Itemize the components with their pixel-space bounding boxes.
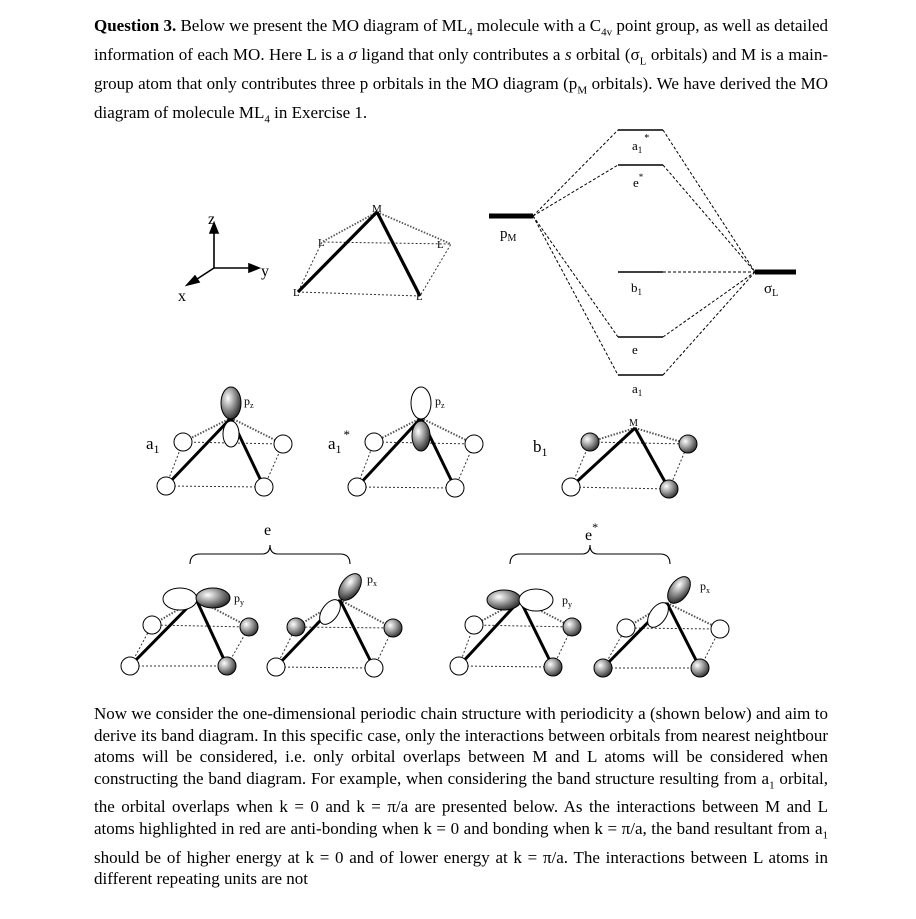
px-label: $p_x$	[367, 572, 377, 588]
py-label: $p_y$	[562, 593, 572, 609]
pM-label: $p_M$	[500, 226, 517, 244]
subscript: 1	[769, 778, 775, 791]
subscript: 1	[822, 829, 828, 842]
a1-orbital-drawing	[157, 387, 292, 496]
a1-star-symmetry-label: $a_1^*$	[328, 427, 351, 456]
band-structure-paragraph	[94, 703, 828, 890]
a1-star-orbital-drawing	[348, 387, 483, 497]
text-run: molecule with a C	[472, 16, 602, 35]
text-run: orbital (σ	[571, 44, 640, 64]
text-run: orbitals). We have derived the MO diagram of molecule ML	[94, 73, 828, 122]
text-run: should be of higher energy at k = 0 and of lower energy at k = π/a. The interactions between L atoms in different repeating units are not	[94, 847, 828, 889]
ml4-pyramid	[298, 212, 451, 296]
e-group-label: e	[264, 522, 272, 539]
b1-label: $b_1$	[631, 280, 642, 297]
text-run: ligand that only contributes a	[356, 44, 565, 64]
text-run: orbitals) and M is a main-group atom that only contributes three p orbitals in the MO diagram (p	[94, 44, 829, 93]
text-run: Below we present the MO diagram of ML	[176, 16, 468, 35]
subscript: 4v	[601, 26, 613, 39]
e-label: e	[632, 342, 638, 357]
subscript: L	[639, 55, 647, 68]
text-run: orbital, the orbital overlaps when k = 0 and k = π/a are presented below. As the interactions between M and L atoms highlighted in red are anti-bonding when k = 0 and bonding when k = π/a, the band resultant from a	[94, 768, 828, 838]
ligand-label: L	[437, 239, 444, 251]
e-star-label: e*	[633, 172, 644, 190]
pz-label: $p_z$	[435, 394, 445, 410]
b1-symmetry-label: $b_1$	[533, 437, 548, 459]
text-run: point group, as well as detailed information of each MO. Here L is a	[94, 16, 828, 64]
text-run: Now we consider the one-dimensional periodic chain structure with periodicity a (shown below) and aim to derive its band diagram. In this specific case, only the interactions between orbitals from nearest neightbour atoms will be considered, i.e. only orbital overlaps between M and L atoms will be considered when constructing the band diagram. For example, when considering the band structure resulting from a	[94, 704, 828, 788]
pz-label: $p_z$	[244, 394, 254, 410]
y-axis-label: y	[261, 263, 269, 280]
mo-energy-diagram	[489, 130, 796, 375]
px-label: $p_x$	[700, 579, 710, 595]
correlation-lines	[533, 130, 755, 375]
s-orbital-italic: s	[564, 44, 572, 64]
ligand-label: L	[293, 287, 300, 299]
a1-label: $a_1$	[632, 381, 643, 398]
a1-symmetry-label: $a_1$	[146, 434, 160, 456]
subscript: M	[577, 84, 588, 97]
metal-label: M	[629, 418, 638, 429]
ligand-label: L	[416, 291, 423, 303]
coordinate-axes	[187, 223, 259, 285]
e-star-group-label: e*	[585, 520, 599, 544]
e-px-orbital-drawing	[267, 570, 402, 677]
sigma-symbol: σ	[348, 44, 357, 64]
subscript: 4	[264, 113, 270, 126]
a1-star-label: $a_1^*$	[632, 133, 650, 155]
subscript: 4	[467, 26, 473, 39]
x-axis-label: x	[178, 288, 186, 305]
e-group-brace	[190, 545, 350, 564]
question-heading: Question 3.	[94, 16, 177, 35]
metal-label: M	[372, 203, 382, 215]
py-label: $p_y$	[234, 591, 244, 607]
sigmaL-label: $\sigma_L$	[764, 281, 779, 299]
e-star-group-brace	[510, 545, 670, 564]
ligand-label: L	[318, 237, 325, 249]
b1-orbital-drawing	[562, 428, 697, 498]
z-axis-label: z	[208, 211, 216, 228]
text-run: in Exercise 1.	[269, 102, 368, 122]
